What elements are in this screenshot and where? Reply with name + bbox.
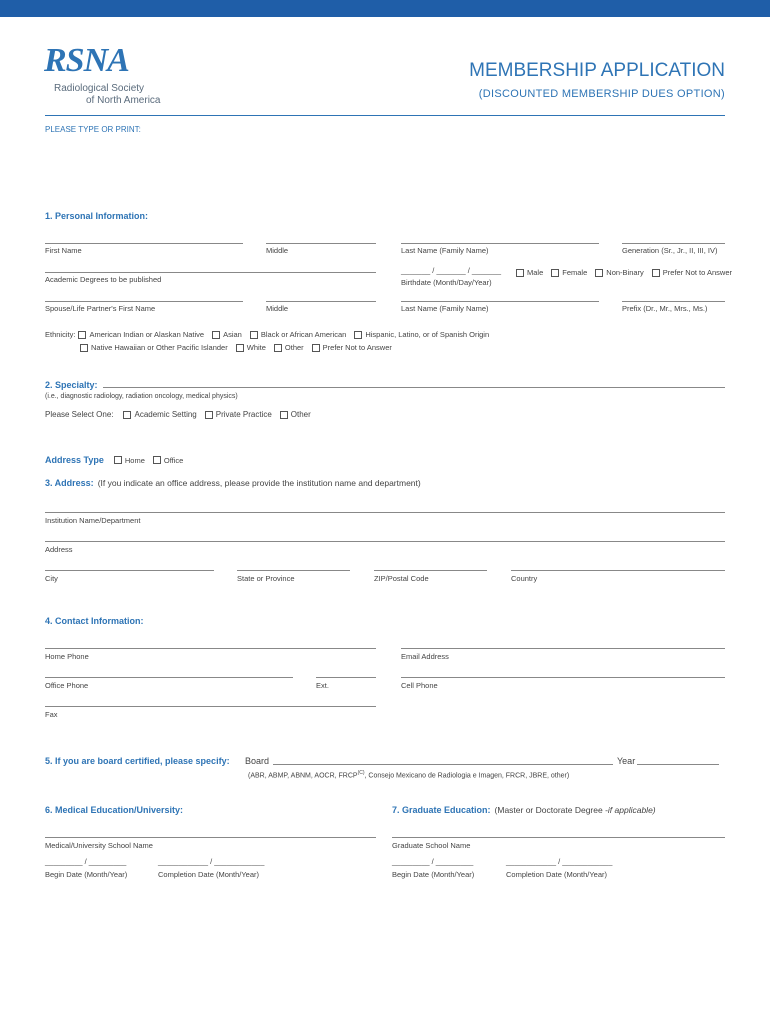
- generation-field[interactable]: [622, 243, 725, 244]
- setting-other[interactable]: Other: [280, 410, 311, 419]
- zip-label: ZIP/Postal Code: [374, 574, 429, 583]
- header-divider: [45, 115, 725, 116]
- checkbox-icon[interactable]: [205, 411, 213, 419]
- generation-label: Generation (Sr., Jr., II, III, IV): [622, 246, 718, 255]
- medical-school-label: Medical/University School Name: [45, 841, 153, 850]
- specialty-heading: 2. Specialty:: [45, 380, 98, 390]
- country-label: Country: [511, 574, 538, 583]
- board-heading: 5. If you are board certified, please specify:: [45, 756, 230, 766]
- birthdate-label: Birthdate (Month/Day/Year): [401, 278, 492, 287]
- prefix-label: Prefix (Dr., Mr., Mrs., Ms.): [622, 304, 708, 313]
- setting-academic[interactable]: Academic Setting: [123, 410, 196, 419]
- first-name-label: First Name: [45, 246, 82, 255]
- state-field[interactable]: [237, 570, 350, 571]
- checkbox-icon[interactable]: [236, 344, 244, 352]
- ethnicity-label: Ethnicity:: [45, 330, 76, 339]
- page-subtitle: (DISCOUNTED MEMBERSHIP DUES OPTION): [478, 88, 725, 100]
- board-field[interactable]: [273, 764, 613, 765]
- spouse-last-label: Last Name (Family Name): [401, 304, 489, 313]
- ethnicity-white[interactable]: White: [236, 343, 266, 352]
- middle-name-field[interactable]: [266, 243, 376, 244]
- med-completion-date-field[interactable]: ____________ / ____________: [158, 857, 265, 866]
- institution-field[interactable]: [45, 512, 725, 513]
- home-phone-label: Home Phone: [45, 652, 89, 661]
- gender-non-binary[interactable]: Non-Binary: [595, 268, 644, 277]
- address-heading-row: [45, 478, 421, 488]
- ethnicity-row-1: [45, 330, 497, 339]
- gender-options: [516, 268, 732, 277]
- grad-begin-date-field[interactable]: _________ / _________: [392, 857, 474, 866]
- zip-field[interactable]: [374, 570, 487, 571]
- city-field[interactable]: [45, 570, 214, 571]
- board-list: (ABR, ABMP, ABNM, AOCR, $FRCP^{(C)}$, Consejo Mexicano de Radiologia e Imagen, FRCR, JBRE, other): [248, 770, 570, 780]
- address-type-office[interactable]: Office: [153, 456, 183, 465]
- office-phone-field[interactable]: [45, 677, 293, 678]
- grad-completion-date-field[interactable]: ____________ / ____________: [506, 857, 613, 866]
- checkbox-icon[interactable]: [551, 269, 559, 277]
- medical-school-field[interactable]: [45, 837, 376, 838]
- checkbox-icon[interactable]: [652, 269, 660, 277]
- checkbox-icon[interactable]: [312, 344, 320, 352]
- spouse-last-field[interactable]: [401, 301, 599, 302]
- fax-field[interactable]: [45, 706, 376, 707]
- home-phone-field[interactable]: [45, 648, 376, 649]
- middle-name-label: Middle: [266, 246, 289, 255]
- graduate-school-field[interactable]: [392, 837, 725, 838]
- graduate-school-label: Graduate School Name: [392, 841, 471, 850]
- address-label: Address: [45, 545, 73, 554]
- gender-female[interactable]: Female: [551, 268, 587, 277]
- checkbox-icon[interactable]: [212, 331, 220, 339]
- address-type-heading: Address Type: [45, 455, 104, 465]
- checkbox-icon[interactable]: [153, 456, 161, 464]
- ext-field[interactable]: [316, 677, 376, 678]
- logo-line-2: of North America: [86, 95, 161, 106]
- setting-options: [45, 410, 319, 419]
- city-label: City: [45, 574, 58, 583]
- address-note: (If you indicate an office address, please provide the institution name and department): [97, 478, 421, 488]
- address-type-home[interactable]: Home: [114, 456, 145, 465]
- degrees-field[interactable]: [45, 272, 376, 273]
- year-field[interactable]: [637, 764, 719, 765]
- checkbox-icon[interactable]: [78, 331, 86, 339]
- medical-education-heading: 6. Medical Education/University:: [45, 805, 184, 815]
- select-label: Please Select One:: [45, 410, 114, 419]
- checkbox-icon[interactable]: [516, 269, 524, 277]
- ethnicity-other[interactable]: Other: [274, 343, 304, 352]
- cell-phone-field[interactable]: [401, 677, 725, 678]
- degrees-label: Academic Degrees to be published: [45, 275, 162, 284]
- checkbox-icon[interactable]: [123, 411, 131, 419]
- country-field[interactable]: [511, 570, 725, 571]
- med-begin-date-field[interactable]: _________ / _________: [45, 857, 127, 866]
- logo-line-1: Radiological Society: [54, 83, 145, 94]
- checkbox-icon[interactable]: [250, 331, 258, 339]
- graduate-heading: 7. Graduate Education:: [392, 805, 491, 815]
- ethnicity-row-2: [80, 343, 400, 352]
- fax-label: Fax: [45, 710, 58, 719]
- gender-male[interactable]: Male: [516, 268, 543, 277]
- email-label: Email Address: [401, 652, 449, 661]
- specialty-hint: (i.e., diagnostic radiology, radiation oncology, medical physics): [45, 393, 238, 400]
- ext-label: Ext.: [316, 681, 329, 690]
- spouse-middle-label: Middle: [266, 304, 289, 313]
- first-name-field[interactable]: [45, 243, 243, 244]
- ethnicity-hispanic[interactable]: Hispanic, Latino, or of Spanish Origin: [354, 330, 489, 339]
- personal-info-heading: 1. Personal Information:: [45, 211, 149, 221]
- grad-completion-date-label: Completion Date (Month/Year): [506, 870, 608, 879]
- state-label: State or Province: [237, 574, 295, 583]
- spouse-middle-field[interactable]: [266, 301, 376, 302]
- contact-heading: 4. Contact Information:: [45, 616, 144, 626]
- graduate-note-italic: if applicable): [607, 805, 656, 815]
- checkbox-icon[interactable]: [114, 456, 122, 464]
- birthdate-field[interactable]: _______ / _______ / _______: [401, 266, 502, 275]
- year-label: Year: [617, 756, 636, 766]
- last-name-label: Last Name (Family Name): [401, 246, 489, 255]
- email-field[interactable]: [401, 648, 725, 649]
- graduate-note: (Master or Doctorate Degree -: [494, 805, 608, 815]
- prefix-field[interactable]: [622, 301, 725, 302]
- address-field[interactable]: [45, 541, 725, 542]
- gender-prefer-not[interactable]: Prefer Not to Answer: [652, 268, 732, 277]
- ethnicity-prefer-not[interactable]: Prefer Not to Answer: [312, 343, 392, 352]
- cell-phone-label: Cell Phone: [401, 681, 438, 690]
- instruction-text: PLEASE TYPE OR PRINT:: [45, 125, 141, 134]
- spouse-first-label: Spouse/Life Partner's First Name: [45, 304, 156, 313]
- med-completion-date-label: Completion Date (Month/Year): [158, 870, 260, 879]
- rsna-logo: RSNA: [44, 42, 129, 79]
- checkbox-icon[interactable]: [80, 344, 88, 352]
- specialty-field[interactable]: [103, 387, 725, 388]
- office-phone-label: Office Phone: [45, 681, 89, 690]
- address-heading: 3. Address:: [45, 478, 94, 488]
- top-banner: [0, 0, 770, 17]
- ethnicity-asian[interactable]: Asian: [212, 330, 242, 339]
- institution-label: Institution Name/Department: [45, 516, 141, 525]
- board-label: Board: [245, 756, 270, 766]
- last-name-field[interactable]: [401, 243, 599, 244]
- checkbox-icon[interactable]: [274, 344, 282, 352]
- graduate-heading-row: [392, 805, 656, 815]
- ethnicity-black[interactable]: Black or African American: [250, 330, 346, 339]
- spouse-first-field[interactable]: [45, 301, 243, 302]
- ethnicity-native-hawaiian[interactable]: Native Hawaiian or Other Pacific Islander: [80, 343, 228, 352]
- page-title: MEMBERSHIP APPLICATION: [469, 60, 725, 81]
- ethnicity-american-indian[interactable]: American Indian or Alaskan Native: [78, 330, 204, 339]
- setting-private[interactable]: Private Practice: [205, 410, 272, 419]
- med-begin-date-label: Begin Date (Month/Year): [45, 870, 128, 879]
- checkbox-icon[interactable]: [595, 269, 603, 277]
- checkbox-icon[interactable]: [280, 411, 288, 419]
- address-type-row: [45, 455, 191, 465]
- grad-begin-date-label: Begin Date (Month/Year): [392, 870, 475, 879]
- checkbox-icon[interactable]: [354, 331, 362, 339]
